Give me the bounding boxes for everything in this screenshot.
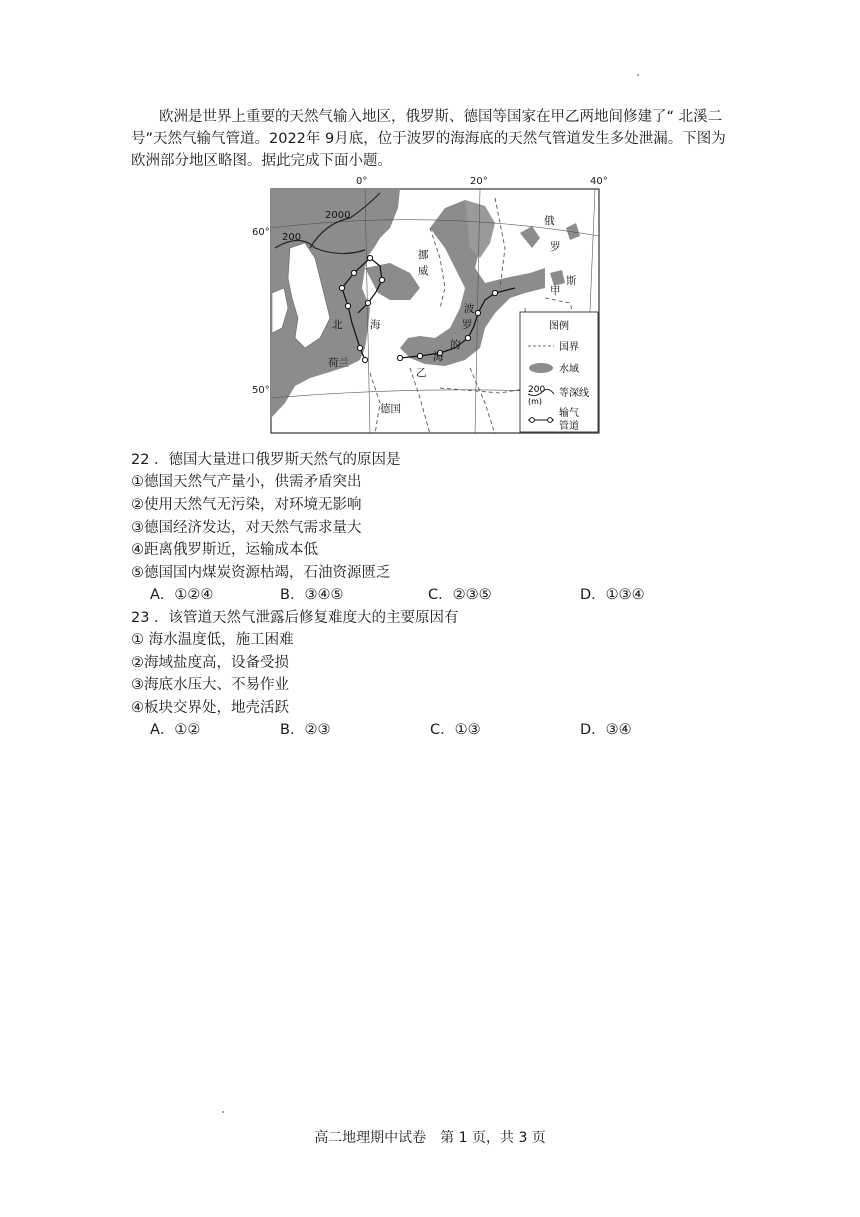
lat-label-60: 60° xyxy=(252,227,270,238)
lon-label-40: 40° xyxy=(590,176,608,187)
isobath-label: 2000 xyxy=(325,210,351,221)
q22-item: ①德国天然气产量小，供需矛盾突出 xyxy=(131,474,362,490)
q22-item: ②使用天然气无污染，对环境无影响 xyxy=(131,497,362,513)
place-label: 海 xyxy=(370,319,381,331)
legend-item: 等深线 xyxy=(559,388,589,399)
legend-item: 国界 xyxy=(559,342,579,353)
place-label: 罗 xyxy=(462,319,473,331)
europe-map xyxy=(270,188,600,434)
legend-item: (m) xyxy=(528,397,543,406)
place-label: 荷兰 xyxy=(328,357,349,369)
place-label: 斯 xyxy=(566,275,577,287)
q23-option-a[interactable]: A．①② xyxy=(150,722,201,738)
place-label: 北 xyxy=(332,319,343,331)
legend-item: 管道 xyxy=(559,421,579,432)
q23-item: ③海底水压大、不易作业 xyxy=(131,677,289,693)
place-label: 罗 xyxy=(550,241,561,253)
place-label: 波 xyxy=(464,303,475,315)
q23-item: ②海域盐度高，设备受损 xyxy=(131,655,289,671)
q23-option-c[interactable]: C．①③ xyxy=(430,722,481,738)
q23-item: ① 海水温度低，施工困难 xyxy=(131,632,294,648)
legend-title: 图例 xyxy=(549,321,569,332)
place-label: 的 xyxy=(450,339,461,351)
place-label: 威 xyxy=(418,265,429,277)
q23-option-b[interactable]: B．②③ xyxy=(280,722,331,738)
place-label: 乙 xyxy=(416,367,427,379)
q23-stem: 23 ．该管道天然气泄露后修复难度大的主要原因有 xyxy=(131,610,459,626)
legend-item: 水域 xyxy=(559,364,579,375)
lon-label-0: 0° xyxy=(356,176,368,187)
legend-item: 输气 xyxy=(559,408,579,419)
place-label: 甲 xyxy=(550,285,561,297)
q22-stem: 22 ．德国大量进口俄罗斯天然气的原因是 xyxy=(131,452,401,468)
place-label: 海 xyxy=(433,351,444,363)
q22-option-b[interactable]: B．③④⑤ xyxy=(280,587,344,603)
lon-label-20: 20° xyxy=(470,176,488,187)
intro-paragraph: 欧洲是世界上重要的天然气输入地区，俄罗斯、德国等国家在甲乙两地间修建了“ 北溪二号”天然气输气管道。2022年 9月底，位于波罗的海海底的天然气管道发生多处泄漏。下图为欧洲部分地区略图。据此完成下面小题。 xyxy=(131,109,726,169)
q22-item: ⑤德国国内煤炭资源枯竭，石油资源匮乏 xyxy=(131,565,391,581)
lat-label-50: 50° xyxy=(252,385,270,396)
legend-item: 200 xyxy=(528,385,546,395)
scan-speck xyxy=(637,74,639,76)
page-footer: 高二地理期中试卷 第 1 页，共 3 页 xyxy=(314,1130,546,1146)
place-label: 挪 xyxy=(418,249,429,261)
q22-option-a[interactable]: A．①②④ xyxy=(150,587,214,603)
place-label: 德国 xyxy=(380,403,401,415)
place-label: 俄 xyxy=(544,215,555,227)
q22-item: ③德国经济发达，对天然气需求量大 xyxy=(131,520,362,536)
isobath-label: 200 xyxy=(282,232,302,243)
q23-item: ④板块交界处，地壳活跃 xyxy=(131,700,289,716)
q22-option-c[interactable]: C．②③⑤ xyxy=(428,587,492,603)
q23-option-d[interactable]: D．③④ xyxy=(580,722,632,738)
q22-item: ④距离俄罗斯近，运输成本低 xyxy=(131,542,318,558)
q22-option-d[interactable]: D．①③④ xyxy=(580,587,645,603)
scan-speck xyxy=(222,1111,224,1113)
